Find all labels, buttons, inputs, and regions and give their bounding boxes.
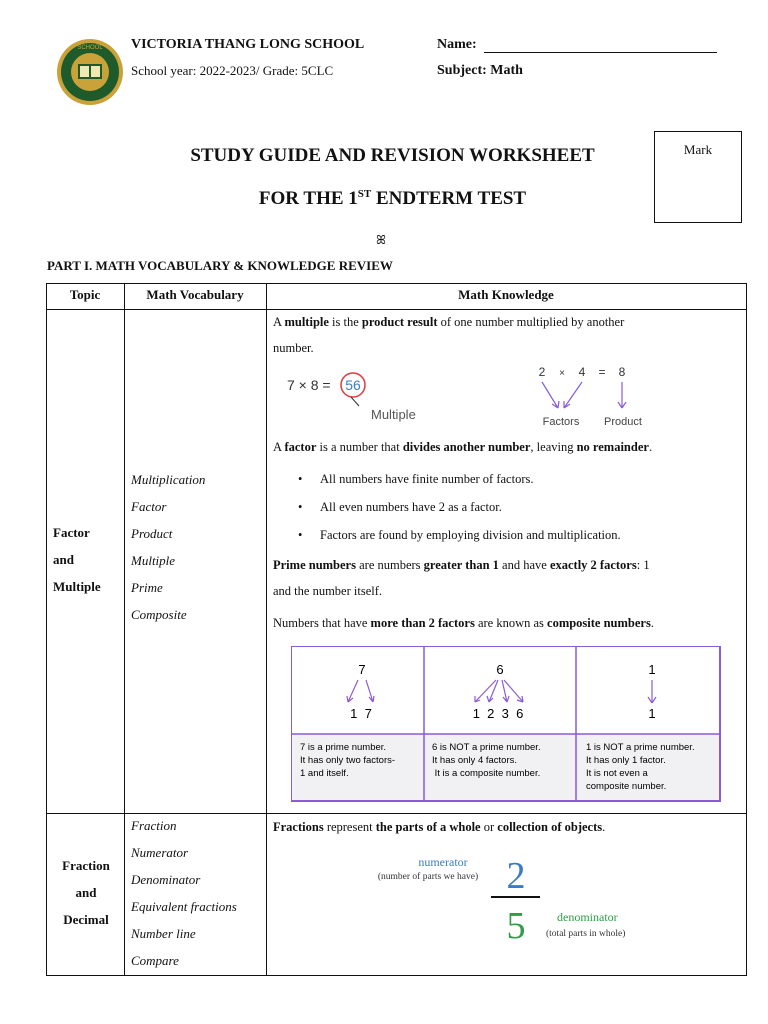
header-knowledge: Math Knowledge: [458, 287, 554, 302]
multiplication-expression: 7 × 8 =: [287, 377, 331, 393]
vocab-item: Composite: [131, 607, 187, 622]
topic-factor-multiple: Factor and Multiple: [53, 525, 101, 594]
factors-label: Factors: [542, 416, 580, 428]
composite-six-text: It is a composite number.: [432, 768, 541, 779]
vocab-list-fraction: [131, 812, 237, 974]
ornament-divider: ꕤ: [376, 233, 386, 247]
denominator-note: (total parts in whole): [546, 929, 626, 939]
fraction-figure: [360, 846, 660, 946]
factors-product-figure: [530, 362, 655, 430]
one-top: 1: [648, 662, 656, 677]
numerator-digit: 2: [506, 855, 526, 897]
multiple-definition: A multiple is the product result of one number multiplied by another number.: [273, 315, 625, 355]
multiple-label: Multiple: [371, 407, 416, 422]
numerator-note: (number of parts we have): [377, 872, 479, 882]
prime-definition: Prime numbers are numbers greater than 1 and have exactly 2 factors: 1 and the number itself.: [273, 558, 650, 598]
one-text: It is not even a: [586, 768, 648, 779]
vocab-item: Compare: [131, 953, 179, 968]
school-logo: [56, 38, 124, 106]
topic-fraction-decimal: Fraction and Decimal: [62, 858, 110, 927]
composite-six-text: 6 is NOT a prime number.: [432, 742, 541, 753]
factor-definition: A factor is a number that divides another number, leaving no remainder.: [273, 440, 653, 454]
name-field[interactable]: [484, 52, 717, 53]
vocab-item: Multiplication: [131, 472, 206, 487]
mark-label: Mark: [683, 142, 713, 157]
equals-sign: =: [598, 365, 606, 379]
fraction-definition: Fractions represent the parts of a whole or collection of objects.: [273, 820, 606, 834]
numerator-label: numerator: [418, 855, 468, 869]
composite-six-top: 6: [496, 662, 504, 677]
factor-two: 4: [578, 365, 586, 379]
page-subtitle: FOR THE 1ST ENDTERM TEST: [258, 188, 527, 209]
header-vocabulary: Math Vocabulary: [146, 287, 244, 302]
factor-arrows: [542, 382, 582, 408]
multiple-result: 56: [345, 377, 361, 393]
vocab-list-factor: [131, 466, 205, 628]
product-value: 8: [618, 365, 626, 379]
one-text: composite number.: [586, 781, 667, 792]
composite-six-factors: 1 2 3 6: [472, 706, 524, 721]
name-label: Name:: [437, 37, 477, 52]
prime-composite-figure: [291, 646, 721, 802]
part-title: PART I. MATH VOCABULARY & KNOWLEDGE REVIEW: [47, 258, 393, 273]
vocab-item: Product: [131, 526, 173, 541]
times-sign: ×: [559, 368, 565, 379]
factor-bullet: • All numbers have finite number of factors.: [320, 466, 533, 492]
pointer-line: [351, 397, 359, 406]
mark-box[interactable]: [654, 131, 742, 223]
vocab-item: Equivalent fractions: [131, 899, 237, 914]
vocab-item: Prime: [131, 580, 163, 595]
school-name: VICTORIA THANG LONG SCHOOL: [131, 37, 365, 52]
one-factor: 1: [648, 706, 656, 721]
denominator-label: denominator: [557, 910, 618, 924]
prime-seven-text: It has only two factors-: [300, 755, 396, 766]
prime-seven-text: 7 is a prime number.: [300, 742, 387, 753]
prime-seven-top: 7: [358, 662, 366, 677]
factor-bullet: • Factors are found by employing division and multiplication.: [320, 522, 621, 548]
composite-definition: Numbers that have more than 2 factors are known as composite numbers.: [273, 616, 654, 630]
denominator-digit: 5: [506, 905, 526, 946]
factor-bullet: • All even numbers have 2 as a factor.: [320, 494, 502, 520]
svg-text:SCHOOL: SCHOOL: [77, 45, 103, 51]
multiple-example-figure: [280, 366, 440, 428]
composite-six-text: It has only 4 factors.: [432, 755, 518, 766]
vocab-item: Numerator: [131, 845, 189, 860]
one-text: 1 is NOT a prime number.: [586, 742, 695, 753]
subject-label: Subject: Math: [437, 63, 523, 78]
vocab-item: Denominator: [131, 872, 201, 887]
vocab-item: Factor: [131, 499, 167, 514]
factor-one: 2: [538, 365, 546, 379]
vocab-item: Multiple: [131, 553, 176, 568]
school-year: School year: 2022-2023/ Grade: 5CLC: [131, 63, 334, 78]
vocab-item: Fraction: [131, 818, 177, 833]
page-title: STUDY GUIDE AND REVISION WORKSHEET: [190, 145, 595, 166]
product-arrow: [618, 382, 626, 408]
product-label: Product: [604, 416, 642, 428]
prime-seven-factors: 1 7: [350, 706, 372, 721]
prime-seven-text: 1 and itself.: [300, 768, 349, 779]
one-text: It has only 1 factor.: [586, 755, 666, 766]
header-topic: Topic: [69, 287, 101, 302]
vocab-item: Number line: [131, 926, 196, 941]
